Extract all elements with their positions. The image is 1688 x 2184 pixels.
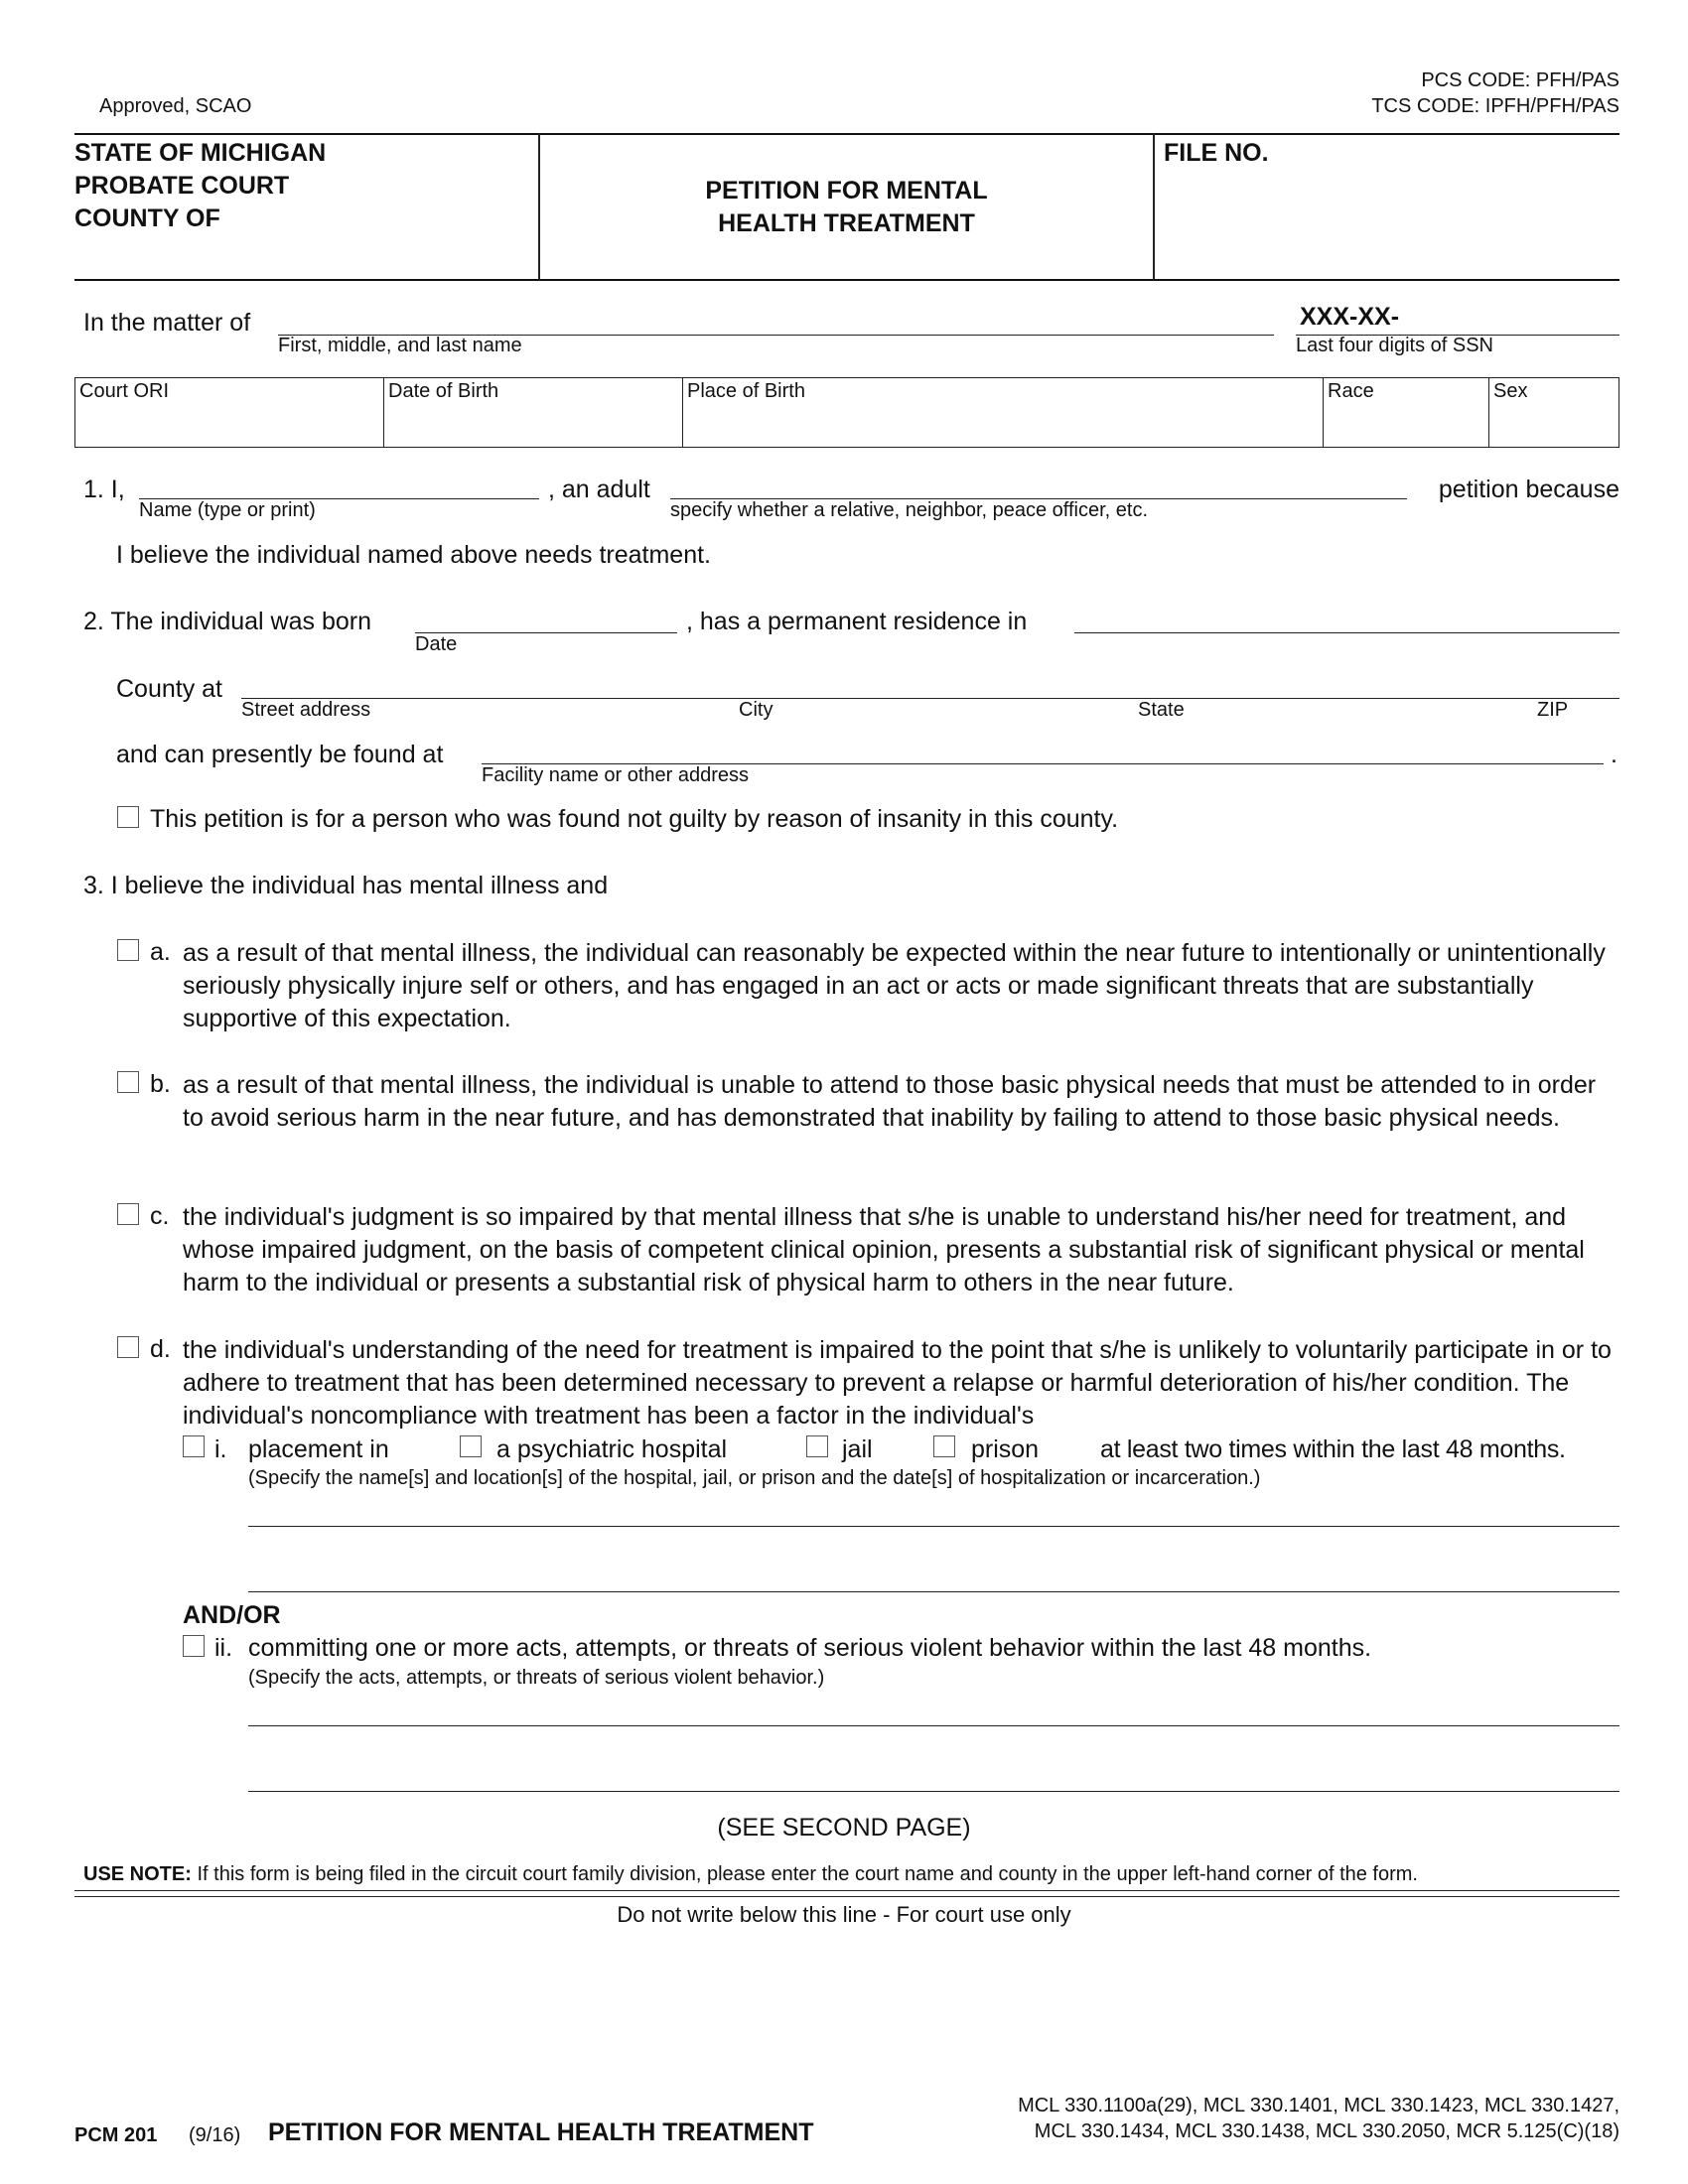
county-at-text: County at bbox=[116, 675, 223, 703]
matter-name-caption: First, middle, and last name bbox=[278, 335, 522, 356]
item1-line2: I believe the individual named above needs treatment. bbox=[116, 541, 711, 569]
violent-detail-line-1[interactable] bbox=[248, 1725, 1619, 1726]
ssn-prefix: XXX-XX- bbox=[1300, 303, 1400, 331]
criterion-a-text: as a result of that mental illness, the individual can reasonably be expected within the near future to intentionally or unintentionally seriously physically injure self or others, and has engaged in an act or acts or made significant threats that are substantially supportive of this expectation. bbox=[183, 939, 1606, 1032]
pcs-code: PCS CODE: PFH/PAS bbox=[1421, 69, 1619, 91]
prison-checkbox[interactable] bbox=[933, 1435, 955, 1457]
city-caption: City bbox=[739, 699, 774, 721]
residence-field[interactable] bbox=[1074, 632, 1619, 633]
criterion-b-text: as a result of that mental illness, the individual is unable to attend to those basic physical needs that must be attended to in order to avoid serious harm in the near future, and has demonstrated that inability by failing to attend to those basic physical needs. bbox=[183, 1071, 1597, 1132]
placement-detail-line-2[interactable] bbox=[248, 1591, 1619, 1592]
item3-intro: 3. I believe the individual has mental illness and bbox=[83, 872, 609, 899]
criterion-c-label: c. bbox=[150, 1202, 170, 1230]
criterion-b-checkbox[interactable] bbox=[117, 1071, 139, 1093]
psychiatric-hospital-text: a psychiatric hospital bbox=[496, 1435, 728, 1463]
violent-behavior-checkbox[interactable] bbox=[183, 1635, 205, 1657]
relation-caption: specify whether a relative, neighbor, peace officer, etc. bbox=[670, 499, 1149, 521]
approved-label: Approved, SCAO bbox=[99, 95, 252, 117]
criterion-d-text: the individual's understanding of the need for treatment is impaired to the point that s/he is unlikely to voluntarily participate in or to adhere to treatment that has been determined necessary to prevent a relapse or harmful deterioration of his/her condition. The individual's noncompliance with treatment has been a factor in the individual's bbox=[183, 1336, 1612, 1430]
court-label: PROBATE COURT bbox=[74, 172, 290, 200]
form-title-line1: PETITION FOR MENTAL bbox=[705, 177, 988, 205]
mcl-line-1: MCL 330.1100a(29), MCL 330.1401, MCL 330.1423, MCL 330.1427, bbox=[1018, 2095, 1619, 2116]
address-field[interactable] bbox=[241, 698, 1619, 699]
use-note bbox=[83, 1863, 1418, 1886]
petitioner-name-caption: Name (type or print) bbox=[139, 499, 316, 521]
file-no-field[interactable] bbox=[1167, 174, 1614, 273]
found-at-period: . bbox=[1611, 741, 1618, 768]
header-divider-1 bbox=[538, 133, 540, 280]
sex-label: Sex bbox=[1493, 380, 1528, 402]
criterion-c-checkbox[interactable] bbox=[117, 1203, 139, 1225]
court-ori-cell[interactable] bbox=[75, 378, 384, 447]
court-use-only-text: Do not write below this line - For court use only bbox=[617, 1902, 1071, 1927]
dob-label: Date of Birth bbox=[388, 380, 499, 402]
id-table bbox=[74, 377, 1619, 448]
prison-text: prison bbox=[971, 1435, 1040, 1463]
item2-born-text: 2. The individual was born bbox=[83, 608, 371, 635]
court-use-rule-2 bbox=[74, 1896, 1619, 1897]
header-divider-2 bbox=[1153, 133, 1155, 280]
court-use-area bbox=[74, 1936, 1619, 2085]
petition-because-text: petition because bbox=[1438, 476, 1619, 503]
ssn-caption: Last four digits of SSN bbox=[1296, 335, 1493, 356]
state-caption: State bbox=[1138, 699, 1185, 721]
violent-behavior-label: ii. bbox=[214, 1634, 233, 1662]
found-at-text: and can presently be found at bbox=[116, 741, 444, 768]
see-second-page: (SEE SECOND PAGE) bbox=[717, 1814, 971, 1842]
violent-behavior-specify: (Specify the acts, attempts, or threats of serious violent behavior.) bbox=[248, 1667, 825, 1689]
pob-label: Place of Birth bbox=[687, 380, 805, 402]
header-top-rule bbox=[74, 133, 1619, 135]
an-adult-text: , an adult bbox=[548, 476, 650, 503]
use-note-label: USE NOTE: bbox=[83, 1863, 192, 1885]
placement-text: placement in bbox=[248, 1435, 389, 1463]
placement-label: i. bbox=[214, 1435, 227, 1463]
criterion-a-label: a. bbox=[150, 938, 171, 966]
placement-checkbox[interactable] bbox=[183, 1435, 205, 1457]
violent-behavior-text: committing one or more acts, attempts, or threats of serious violent behavior within the last 48 months. bbox=[248, 1634, 1372, 1662]
form-number: PCM 201 bbox=[74, 2124, 158, 2146]
tcs-code: TCS CODE: IPFH/PFH/PAS bbox=[1371, 95, 1619, 117]
street-caption: Street address bbox=[241, 699, 371, 721]
dob-cell[interactable] bbox=[384, 378, 683, 447]
psychiatric-hospital-checkbox[interactable] bbox=[460, 1435, 482, 1457]
jail-checkbox[interactable] bbox=[806, 1435, 828, 1457]
criterion-c-text: the individual's judgment is so impaired by that mental illness that s/he is unable to understand his/her need for treatment, and whose impaired judgment, on the basis of competent clinical opinion, presents a substantial risk of significant physical or mental harm to the individual or presents a substantial risk of physical harm to others in the near future. bbox=[183, 1203, 1585, 1297]
placement-specify-text: (Specify the name[s] and location[s] of the hospital, jail, or prison and the date[s] of hospitalization or incarceration.) bbox=[248, 1467, 1261, 1489]
use-note-text: If this form is being filed in the circuit court family division, please enter the court name and county in the upper left-hand corner of the form. bbox=[197, 1863, 1418, 1885]
ngri-checkbox[interactable] bbox=[117, 806, 139, 828]
criterion-b-label: b. bbox=[150, 1070, 171, 1098]
criterion-d-checkbox[interactable] bbox=[117, 1336, 139, 1358]
residence-text: , has a permanent residence in bbox=[686, 608, 1028, 635]
mcl-line-2: MCL 330.1434, MCL 330.1438, MCL 330.2050, MCR 5.125(C)(18) bbox=[1034, 2120, 1619, 2142]
header-bottom-rule bbox=[74, 279, 1619, 281]
court-use-rule-1 bbox=[74, 1890, 1619, 1891]
county-label: COUNTY OF bbox=[74, 205, 220, 232]
pob-cell[interactable] bbox=[683, 378, 1324, 447]
form-revision-date: (9/16) bbox=[189, 2124, 241, 2146]
state-label: STATE OF MICHIGAN bbox=[74, 139, 327, 167]
criterion-d-label: d. bbox=[150, 1335, 171, 1363]
court-ori-label: Court ORI bbox=[79, 380, 170, 402]
item1-number: 1. I, bbox=[83, 476, 125, 503]
sex-cell[interactable] bbox=[1489, 378, 1618, 447]
placement-detail-line-1[interactable] bbox=[248, 1526, 1619, 1527]
zip-caption: ZIP bbox=[1537, 699, 1569, 721]
race-cell[interactable] bbox=[1324, 378, 1489, 447]
file-no-label: FILE NO. bbox=[1164, 139, 1269, 167]
jail-text: jail bbox=[842, 1435, 873, 1463]
race-label: Race bbox=[1328, 380, 1374, 402]
violent-detail-line-2[interactable] bbox=[248, 1791, 1619, 1792]
form-title-line2: HEALTH TREATMENT bbox=[718, 209, 975, 237]
facility-caption: Facility name or other address bbox=[482, 764, 750, 786]
criterion-a-checkbox[interactable] bbox=[117, 939, 139, 961]
placement-tail-text: at least two times within the last 48 months. bbox=[1100, 1435, 1566, 1463]
matter-label: In the matter of bbox=[83, 309, 251, 337]
birth-date-caption: Date bbox=[415, 633, 458, 655]
footer-form-title: PETITION FOR MENTAL HEALTH TREATMENT bbox=[268, 2118, 814, 2146]
ngri-text: This petition is for a person who was found not guilty by reason of insanity in this county. bbox=[150, 805, 1119, 833]
andor-label: AND/OR bbox=[183, 1601, 281, 1629]
